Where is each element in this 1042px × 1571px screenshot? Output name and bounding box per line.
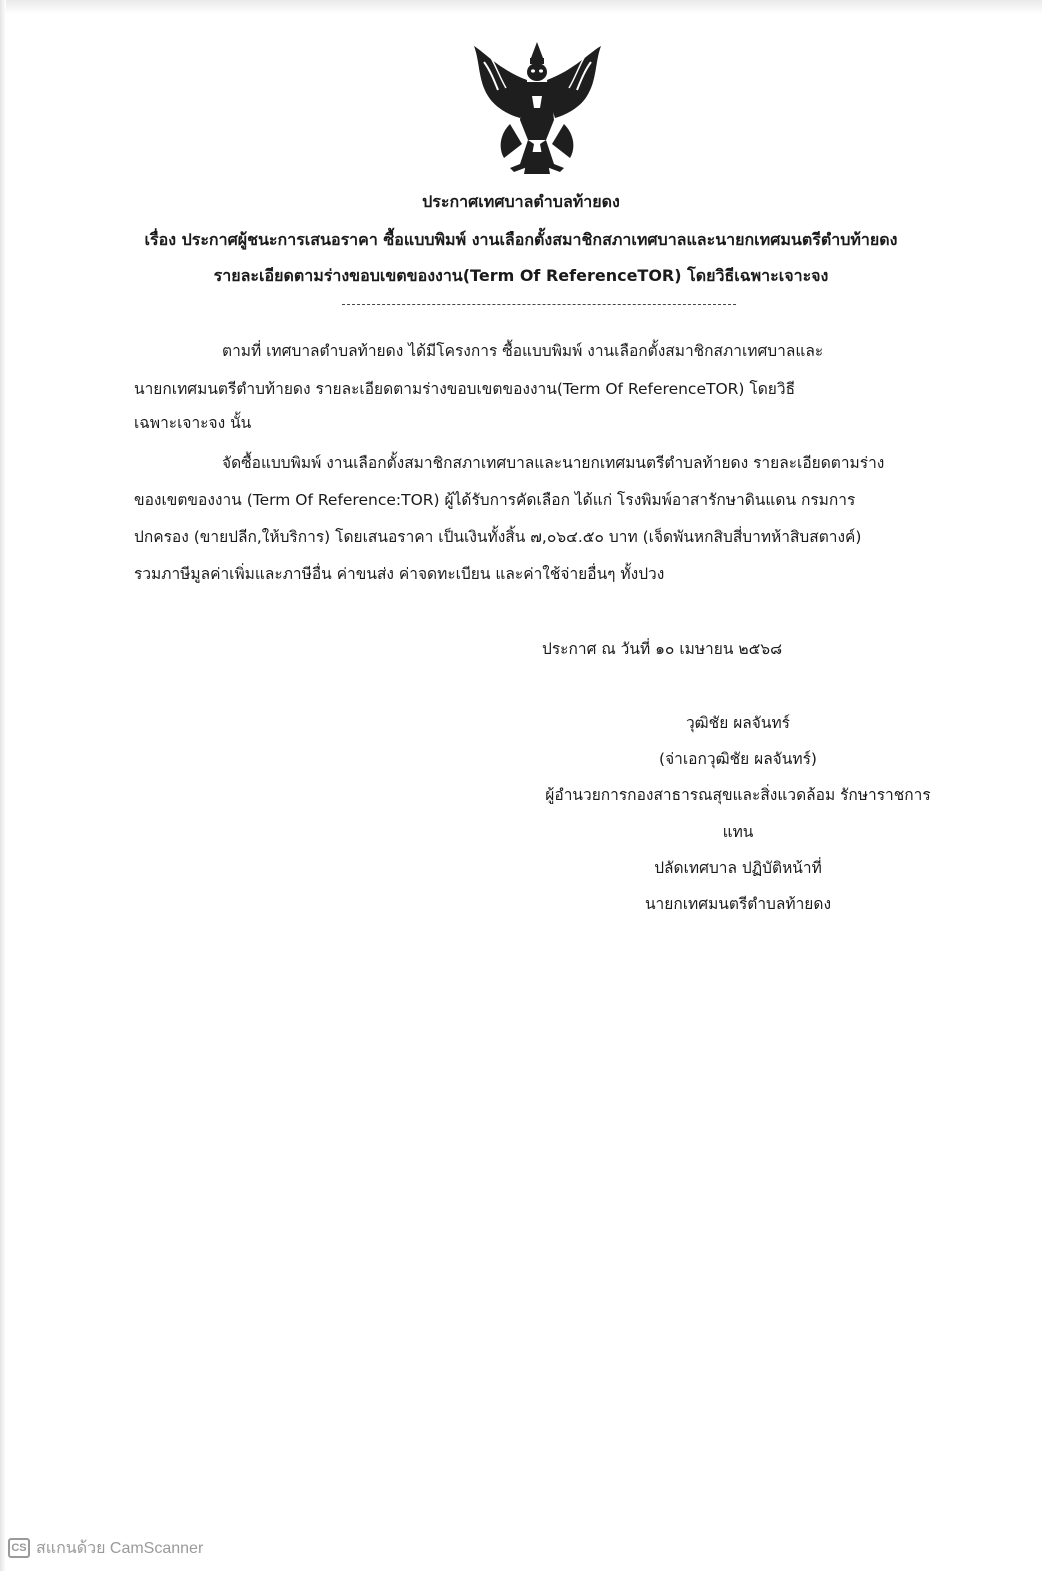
divider bbox=[342, 304, 736, 305]
on-behalf: แทน bbox=[722, 823, 754, 841]
paragraph-2-line-1: จัดซื้อแบบพิมพ์ งานเลือกตั้งสมาชิกสภาเทศบาลและนายกเทศมนตรีตำบลท้ายดง รายละเอียดตามร่าง bbox=[222, 454, 885, 472]
camscanner-text: สแกนด้วย CamScanner bbox=[36, 1539, 204, 1557]
paragraph-2-line-4: รวมภาษีมูลค่าเพิ่มและภาษีอื่น ค่าขนส่ง ค่าจดทะเบียน และค่าใช้จ่ายอื่นๆ ทั้งปวง bbox=[134, 565, 665, 583]
mayor-title: นายกเทศมนตรีตำบลท้ายดง bbox=[644, 895, 832, 913]
camscanner-logo-icon: CS bbox=[8, 1538, 30, 1558]
paragraph-1-line-3: เฉพาะเจาะจง นั้น bbox=[134, 414, 252, 432]
camscanner-footer bbox=[8, 1537, 203, 1559]
signed-name: วุฒิชัย ผลจันทร์ bbox=[685, 714, 791, 732]
paragraph-2-line-2: ของเขตของงาน (Term Of Reference:TOR) ผู้ได้รับการคัดเลือก ได้แก่ โรงพิมพ์อาสารักษาดินแดน กรมการ bbox=[134, 491, 856, 509]
position-title: ผู้อำนวยการกองสาธารณสุขและสิ่งแวดล้อม รักษาราชการ bbox=[545, 786, 931, 804]
scan-top-shade bbox=[0, 0, 1042, 14]
printed-name: (จ่าเอกวุฒิชัย ผลจันทร์) bbox=[659, 750, 817, 768]
acting-title: ปลัดเทศบาล ปฏิบัติหน้าที่ bbox=[654, 859, 822, 877]
paragraph-1-line-1: ตามที่ เทศบาลตำบลท้ายดง ได้มีโครงการ ซื้อแบบพิมพ์ งานเลือกตั้งสมาชิกสภาเทศบาลและ bbox=[222, 342, 824, 360]
garuda-emblem-icon bbox=[470, 40, 605, 182]
subject-line-1: เรื่อง ประกาศผู้ชนะการเสนอราคา ซื้อแบบพิมพ์ งานเลือกตั้งสมาชิกสภาเทศบาลและนายกเทศมนตรีตำบท้ายดง bbox=[144, 230, 898, 249]
paragraph-2-line-3: ปกครอง (ขายปลีก,ให้บริการ) โดยเสนอราคา เป็นเงินทั้งสิ้น ๗,๐๖๔.๕๐ บาท (เจ็ดพันหกสิบสี่บาทห้าสิบสตางค์) bbox=[134, 528, 862, 546]
date-line: ประกาศ ณ วันที่ ๑๐ เมษายน ๒๕๖๘ bbox=[542, 640, 783, 658]
paragraph-1-line-2: นายกเทศมนตรีตำบท้ายดง รายละเอียดตามร่างขอบเขตของงาน(Term Of ReferenceTOR) โดยวิธี bbox=[134, 380, 796, 398]
document-title: ประกาศเทศบาลตำบลท้ายดง bbox=[422, 192, 620, 211]
subject-line-2: รายละเอียดตามร่างขอบเขตของงาน(Term Of ReferenceTOR) โดยวิธีเฉพาะเจาะจง bbox=[213, 266, 829, 285]
